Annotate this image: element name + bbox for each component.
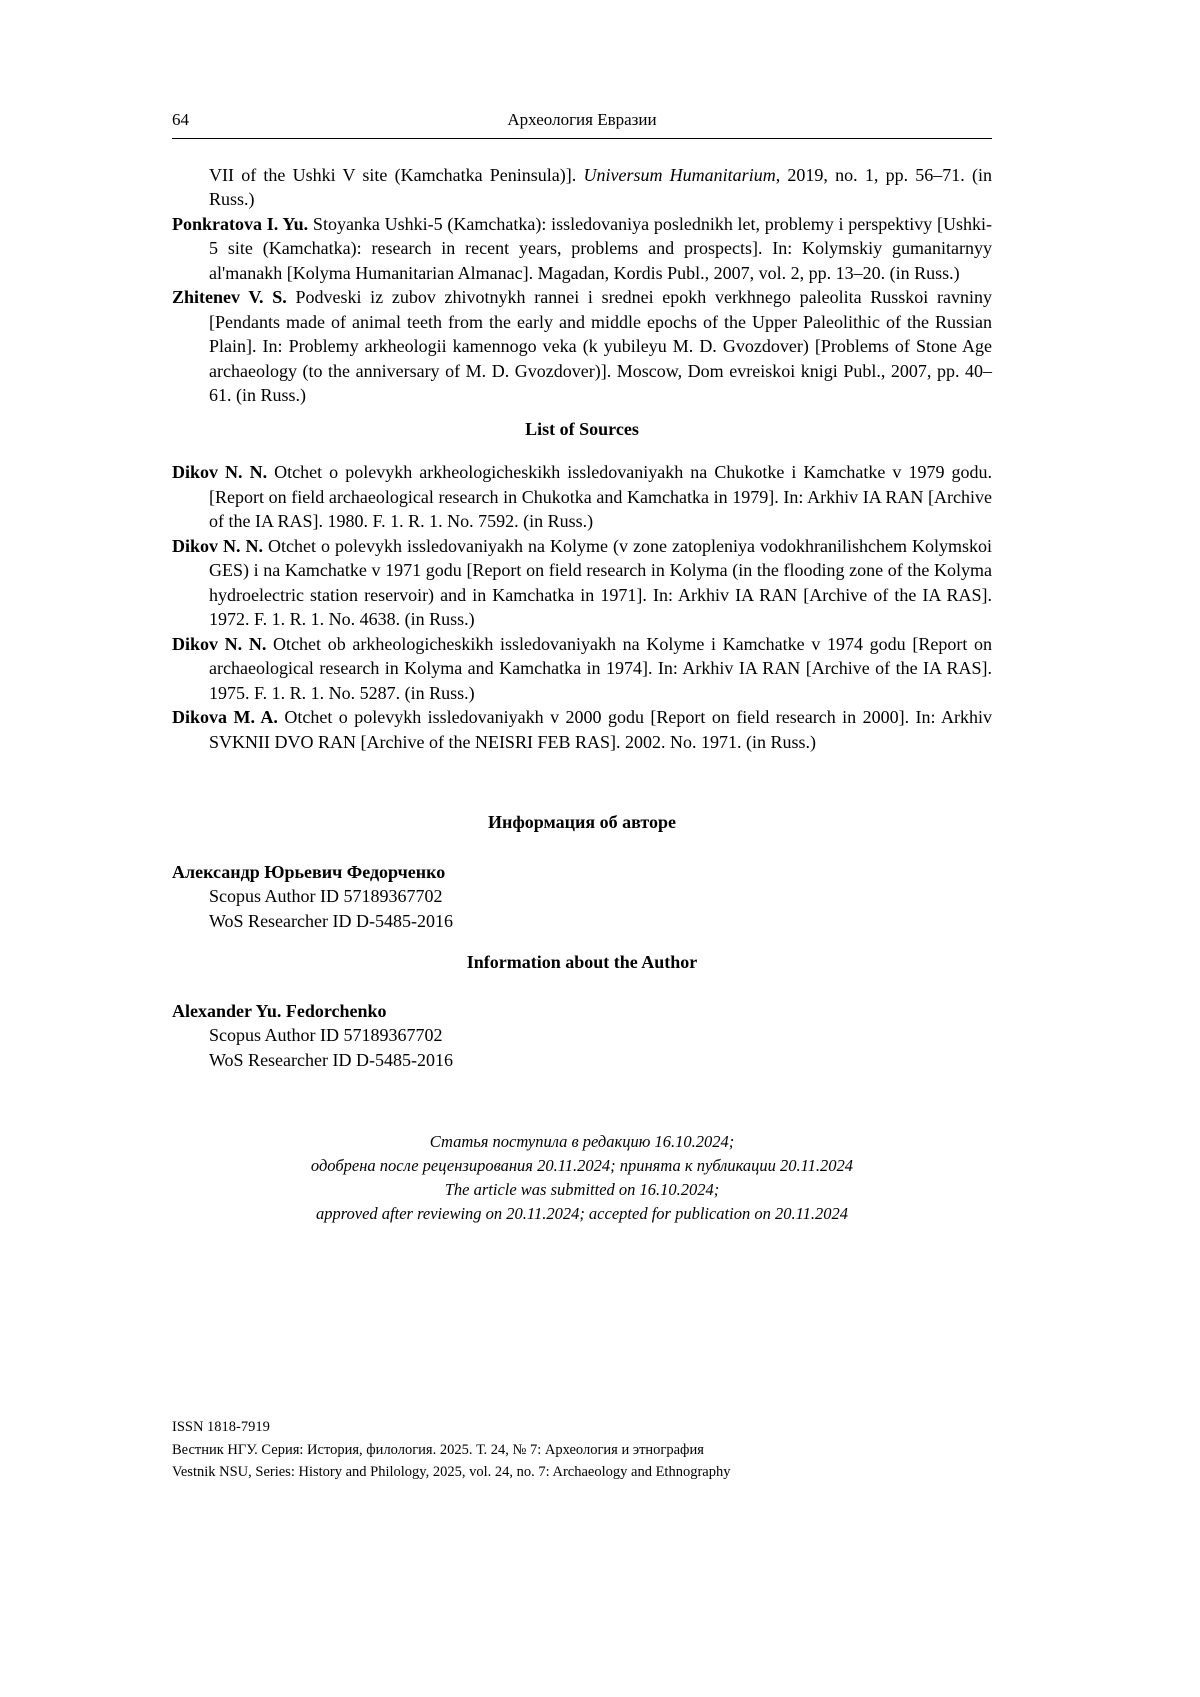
wos-id-line: WoS Researcher ID D-5485-2016 bbox=[209, 910, 453, 931]
author-info-ru bbox=[172, 860, 992, 934]
author-name-ru: Александр Юрьевич Федорченко bbox=[172, 861, 446, 882]
journal-title: Universum Humanitarium bbox=[583, 164, 776, 185]
issn-line: ISSN 1818-7919 bbox=[172, 1419, 270, 1435]
journal-line-en: Vestnik NSU, Series: History and Philology, 2025, vol. 24, no. 7: Archaeology and Ethnography bbox=[172, 1464, 731, 1480]
source-author: Dikov N. N. bbox=[172, 535, 264, 556]
source-author: Dikov N. N. bbox=[172, 633, 267, 654]
scopus-id-line: Scopus Author ID 57189367702 bbox=[209, 1025, 443, 1045]
sources-heading: List of Sources bbox=[525, 418, 639, 439]
author-info-ru-heading: Информация об авторе bbox=[487, 812, 677, 832]
submission-line-en: approved after reviewing on 20.11.2024; accepted for publication on 20.11.2024 bbox=[315, 1204, 849, 1223]
journal-line-ru: Вестник НГУ. Серия: История, филология. 2025. Т. 24, № 7: Археология и этнография bbox=[172, 1441, 704, 1458]
author-info-en bbox=[172, 999, 992, 1073]
wos-id-line: WoS Researcher ID D-5485-2016 bbox=[209, 1049, 453, 1070]
source-author: Dikova M. A. bbox=[172, 707, 278, 727]
author-info-en-heading: Information about the Author bbox=[466, 952, 698, 972]
submission-line-ru: Статья поступила в редакцию 16.10.2024; bbox=[429, 1132, 735, 1151]
reference-text: VII of the Ushki V site (Kamchatka Peninsula)]. bbox=[209, 164, 584, 185]
source-text: Otchet o polevykh issledovaniyakh v 2000 godu [Report on field research in 2000]. In: Arkhiv SVKNII DVO RAN [Archive of the NEISRI FEB RAS]. 2002. No. 1971. (in Russ.) bbox=[209, 707, 992, 752]
page-number: 64 bbox=[172, 110, 189, 129]
reference-author: Ponkratova I. Yu. bbox=[172, 213, 309, 234]
submission-line-ru: одобрена после рецензирования 20.11.2024; принята к публикации 20.11.2024 bbox=[310, 1156, 854, 1175]
references-section bbox=[172, 163, 992, 1227]
submission-line-en: The article was submitted on 16.10.2024; bbox=[444, 1180, 720, 1199]
reference-entry bbox=[172, 285, 992, 408]
source-entry bbox=[172, 632, 992, 706]
source-text: Otchet o polevykh issledovaniyakh na Kolyme (v zone zatopleniya vodokhranilishchem Kolymskoi GES) i na Kamchatke v 1971 godu [Report on field research in Kolyma (in the flooding zone of the Kolyma hydroelectric station reservoir) and in Kamchatka in 1971]. In: Arkhiv IA RAN [Archive of the IA RAS]. 1972. F. 1. R. 1. No. 4638. (in Russ.) bbox=[209, 535, 992, 629]
reference-entry bbox=[172, 212, 992, 286]
source-entry bbox=[172, 534, 992, 632]
source-text: Otchet ob arkheologicheskikh issledovaniyakh na Kolyme i Kamchatke v 1974 godu [Report on archaeological research in Kolyma and Kamchatka in 1974]. In: Arkhiv IA RAN [Archive of the IA RAS]. 1975. F. 1. R. 1. No. 5287. (in Russ.) bbox=[209, 633, 993, 703]
running-title: Археология Евразии bbox=[507, 110, 657, 129]
source-author: Dikov N. N. bbox=[172, 462, 268, 482]
source-entry bbox=[172, 705, 992, 754]
scopus-id-line: Scopus Author ID 57189367702 bbox=[209, 886, 443, 906]
page-content bbox=[172, 108, 992, 1226]
journal-footer bbox=[172, 1416, 1022, 1484]
submission-dates bbox=[172, 1130, 992, 1226]
source-entry bbox=[172, 460, 992, 534]
reference-entry-continuation bbox=[172, 163, 992, 212]
reference-text: Stoyanka Ushki-5 (Kamchatka): issledovaniya poslednikh let, problemy i perspektivy [Ushki-5 site (Kamchatka): research in recent years, problems and prospects]. In: Kolymskiy gumanitarnyy al'manakh [Kolyma Humanitarian Almanac]. Magadan, Kordis Publ., 2007, vol. 2, pp. 13–20. (in Russ.) bbox=[209, 213, 992, 283]
author-name-en: Alexander Yu. Fedorchenko bbox=[172, 1000, 387, 1021]
reference-text: , 2019, no. 1, pp. 56–71. (in Russ.) bbox=[209, 164, 992, 209]
running-head bbox=[172, 108, 992, 139]
source-text: Otchet o polevykh arkheologicheskikh issledovaniyakh na Chukotke i Kamchatke v 1979 godu. [Report on field archaeological research in Chukotka and Kamchatka in 1979]. In: Arkhiv IA RAN [Archive of the IA RAS]. 1980. F. 1. R. 1. No. 7592. (in Russ.) bbox=[209, 462, 992, 531]
reference-author: Zhitenev V. S. bbox=[172, 287, 287, 307]
reference-text: Podveski iz zubov zhivotnykh rannei i srednei epokh verkhnego paleolita Russkoi ravniny [Pendants made of animal teeth from the early and middle epochs of the Upper Paleolithic of the Russian Plain]. In: Problemy arkheologii kamennogo veka (k yubileyu M. D. Gvozdover) [Problems of Stone Age archaeology (to the anniversary of M. D. Gvozdover)]. Moscow, Dom evreiskoi knigi Publ., 2007, pp. 40–61. (in Russ.) bbox=[209, 287, 992, 405]
